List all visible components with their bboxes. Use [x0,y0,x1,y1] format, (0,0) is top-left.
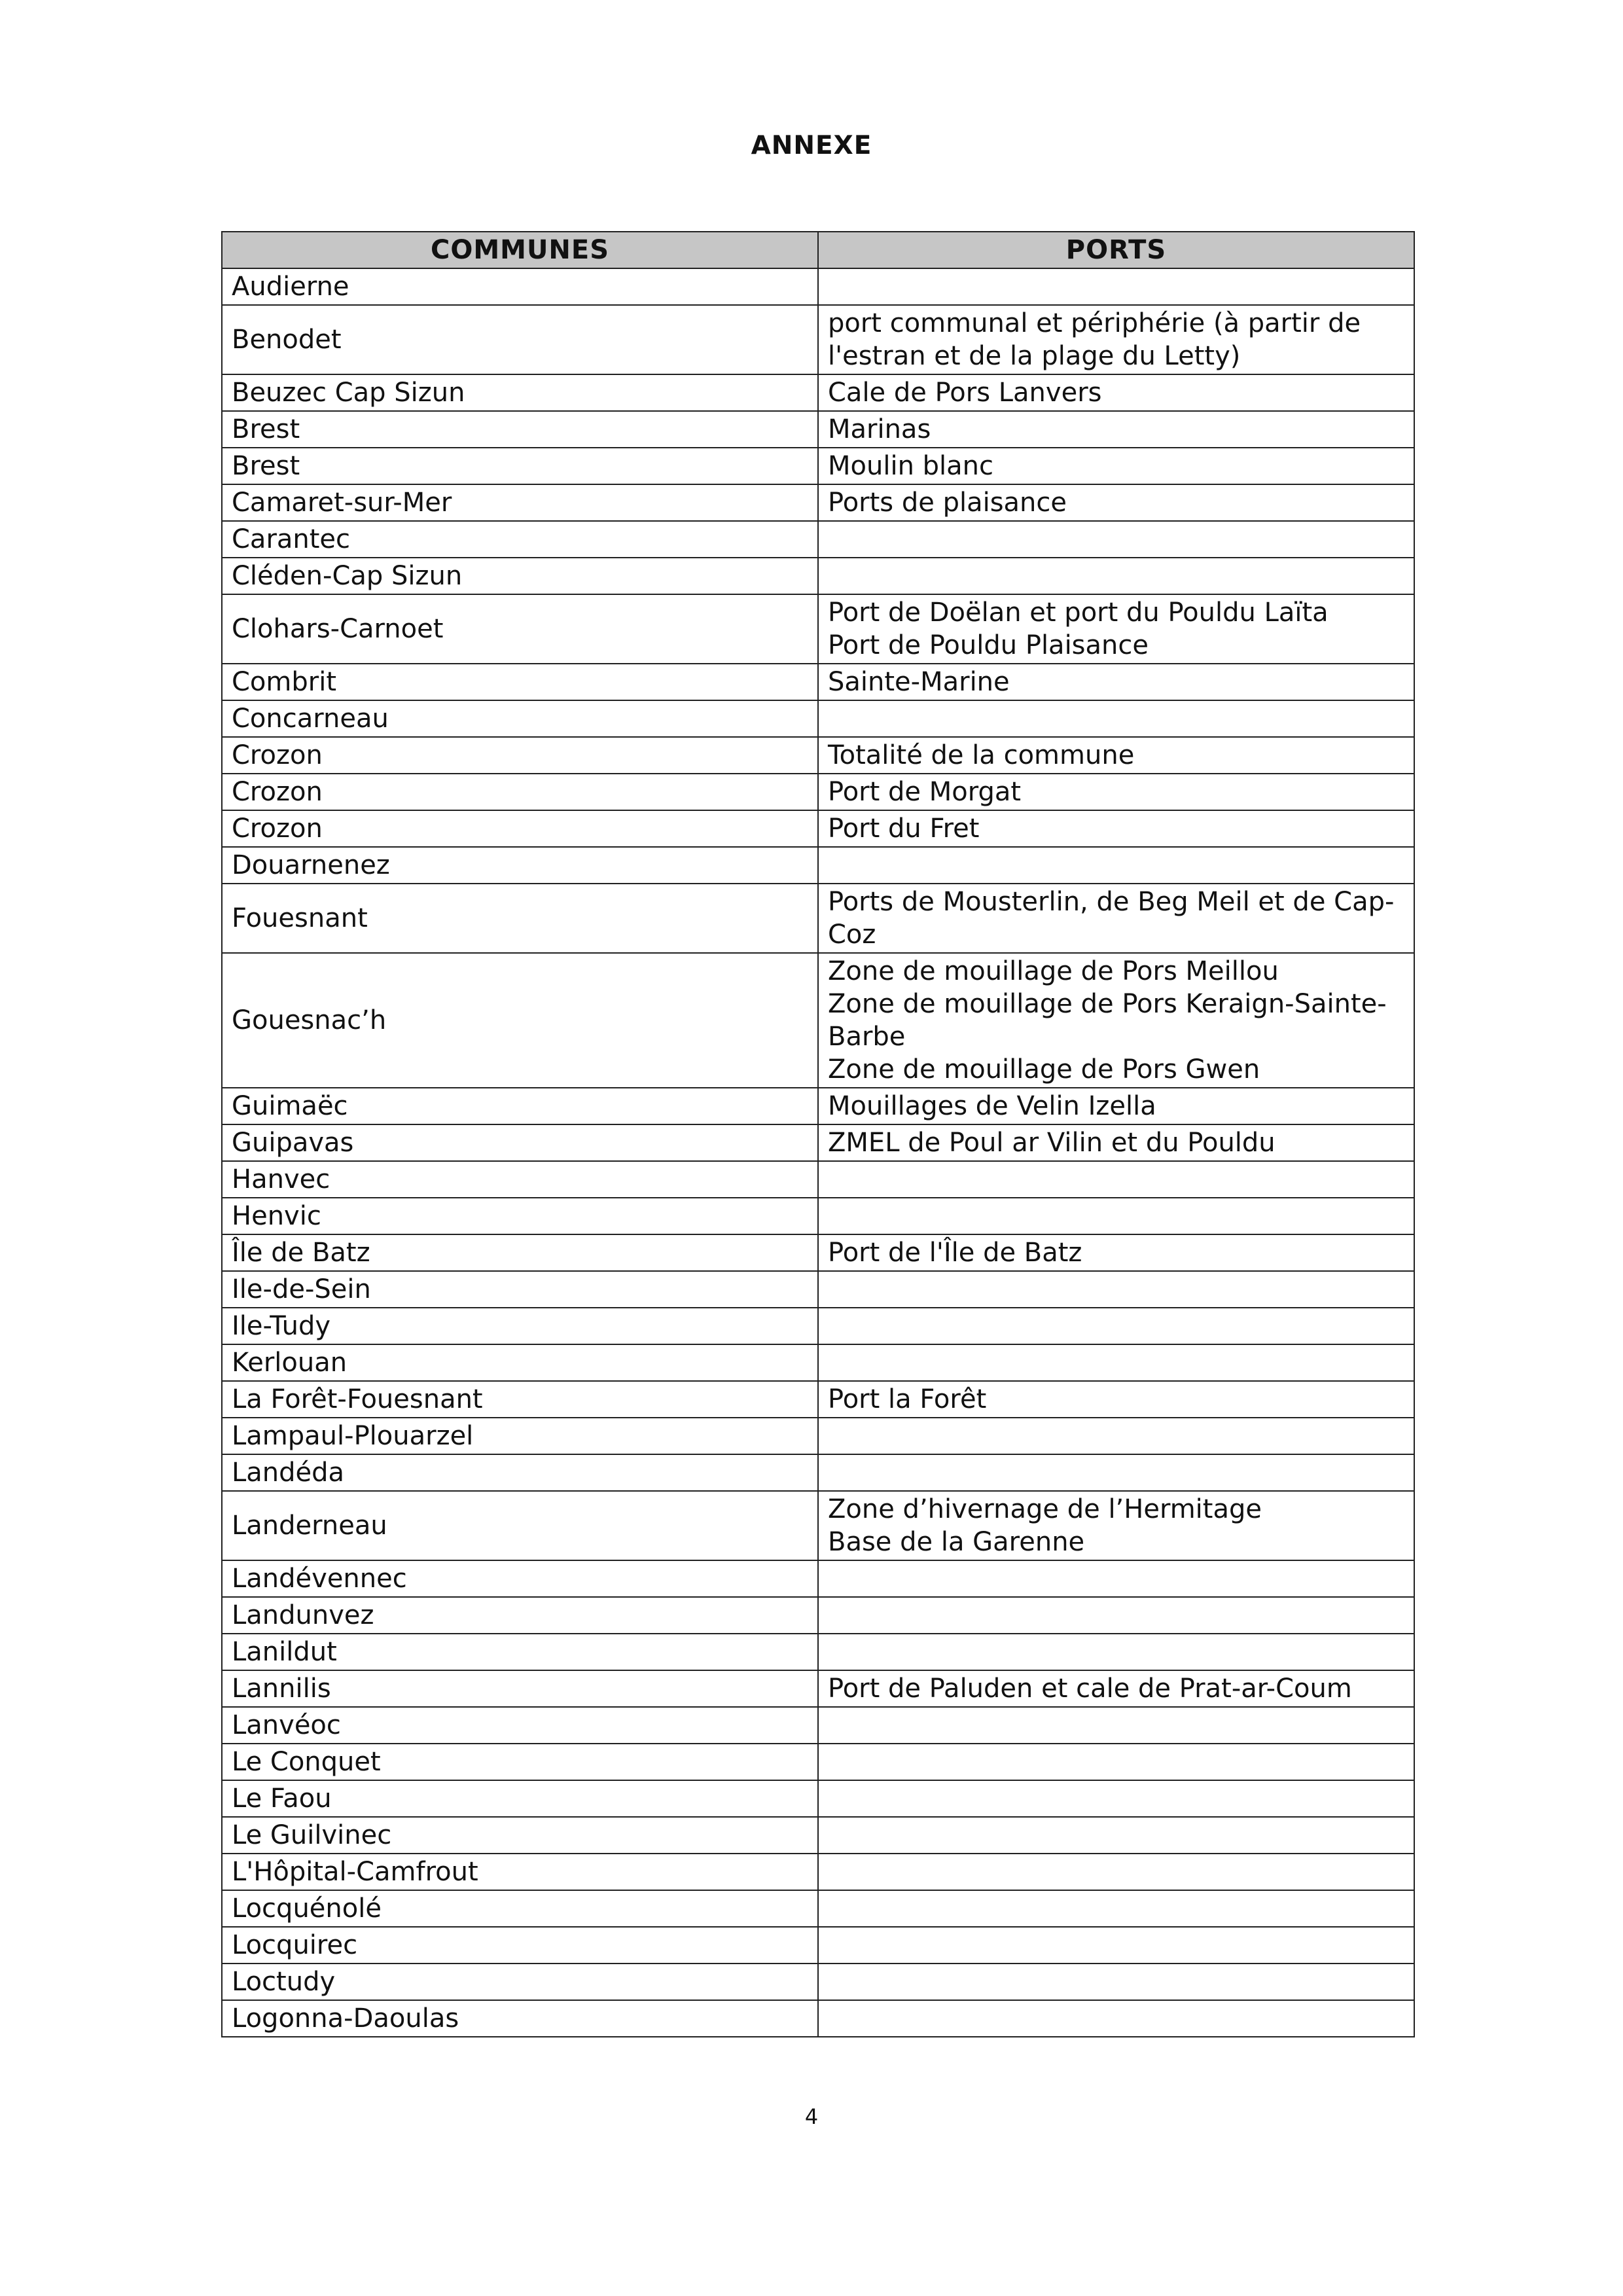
table-row [222,1088,1414,1124]
table-row [222,700,1414,737]
commune-cell: Lanvéoc [222,1707,818,1744]
port-line: Port de Paluden et cale de Prat-ar-Coum [828,1674,1352,1704]
ports-cell [818,1418,1414,1454]
table-row [222,1817,1414,1854]
column-header-communes: COMMUNES [222,232,818,268]
commune-cell: Douarnenez [222,847,818,884]
ports-cell [818,1161,1414,1198]
port-line: Ports de Mousterlin, de Beg Meil et de Cap- [828,887,1395,917]
commune-cell: Le Conquet [222,1744,818,1780]
port-line: Coz [828,920,876,950]
ports-cell [818,1234,1414,1271]
port-line: Marinas [828,414,931,444]
ports-cell [818,774,1414,810]
port-line: Cale de Pors Lanvers [828,378,1102,408]
ports-cell [818,1308,1414,1344]
commune-cell: Hanvec [222,1161,818,1198]
table-row [222,1491,1414,1560]
commune-cell: La Forêt-Fouesnant [222,1381,818,1418]
table-row [222,1234,1414,1271]
port-line: port communal et périphérie (à partir de [828,308,1361,338]
ports-cell [818,1381,1414,1418]
table-row [222,484,1414,521]
ports-cell [818,1964,1414,2000]
ports-cell [818,374,1414,411]
communes-ports-table [221,231,1415,2037]
ports-cell [818,700,1414,737]
port-line: Zone de mouillage de Pors Keraign-Sainte- [828,989,1387,1019]
ports-cell [818,594,1414,664]
port-line: Ports de plaisance [828,488,1067,518]
port-line: Zone de mouillage de Pors Gwen [828,1054,1260,1085]
table-row [222,1927,1414,1964]
ports-cell [818,1344,1414,1381]
ports-cell [818,810,1414,847]
table-row [222,1418,1414,1454]
ports-cell [818,1088,1414,1124]
port-line: Moulin blanc [828,451,993,481]
ports-cell [818,1890,1414,1927]
ports-cell [818,1707,1414,1744]
table-row [222,448,1414,484]
table-row [222,1890,1414,1927]
commune-cell: Concarneau [222,700,818,737]
ports-cell [818,558,1414,594]
ports-cell [818,1927,1414,1964]
table-row [222,521,1414,558]
commune-cell: Combrit [222,664,818,700]
commune-cell: Camaret-sur-Mer [222,484,818,521]
table-row [222,1161,1414,1198]
commune-cell: Brest [222,411,818,448]
commune-cell: Cléden-Cap Sizun [222,558,818,594]
commune-cell: Fouesnant [222,884,818,953]
port-line: Port de Doëlan et port du Pouldu Laïta [828,598,1329,628]
ports-cell [818,884,1414,953]
ports-cell [818,737,1414,774]
ports-cell [818,1670,1414,1707]
ports-cell [818,521,1414,558]
table-row [222,1344,1414,1381]
ports-cell [818,1780,1414,1817]
ports-cell [818,1817,1414,1854]
ports-cell [818,411,1414,448]
commune-cell: Landéda [222,1454,818,1491]
commune-cell: Île de Batz [222,1234,818,1271]
table-row [222,1271,1414,1308]
table-row [222,594,1414,664]
table-row [222,1381,1414,1418]
page-number: 4 [804,2104,819,2129]
ports-cell [818,1198,1414,1234]
port-line: Port de l'Île de Batz [828,1238,1082,1268]
commune-cell: Kerlouan [222,1344,818,1381]
table-row [222,1744,1414,1780]
commune-cell: Ile-Tudy [222,1308,818,1344]
ports-cell [818,1560,1414,1597]
commune-cell: Clohars-Carnoet [222,594,818,664]
commune-cell: Locquénolé [222,1890,818,1927]
port-line: Base de la Garenne [828,1527,1085,1557]
commune-cell: Beuzec Cap Sizun [222,374,818,411]
commune-cell: Gouesnac’h [222,953,818,1088]
commune-cell: Crozon [222,810,818,847]
port-line: Mouillages de Velin Izella [828,1091,1156,1121]
commune-cell: Landunvez [222,1597,818,1634]
table-row [222,884,1414,953]
table-row [222,268,1414,305]
table-row [222,1854,1414,1890]
port-line: Zone d’hivernage de l’Hermitage [828,1494,1262,1524]
commune-cell: Locquirec [222,1927,818,1964]
table-row [222,1124,1414,1161]
ports-cell [818,1744,1414,1780]
port-line: Totalité de la commune [828,740,1135,770]
commune-cell: Lampaul-Plouarzel [222,1418,818,1454]
table-body [222,268,1414,2037]
table-row [222,1780,1414,1817]
page-title: ANNEXE [751,131,872,160]
commune-cell: Le Faou [222,1780,818,1817]
commune-cell: Benodet [222,305,818,374]
table-row [222,1560,1414,1597]
commune-cell: Landévennec [222,1560,818,1597]
commune-cell: Lanildut [222,1634,818,1670]
port-line: ZMEL de Poul ar Vilin et du Pouldu [828,1128,1275,1158]
ports-cell [818,2000,1414,2037]
port-line: Port du Fret [828,814,980,844]
ports-cell [818,448,1414,484]
port-line: Barbe [828,1022,906,1052]
table-row [222,411,1414,448]
table-row [222,1707,1414,1744]
ports-cell [818,1454,1414,1491]
commune-cell: Audierne [222,268,818,305]
port-line: l'estran et de la plage du Letty) [828,341,1241,371]
commune-cell: Brest [222,448,818,484]
port-line: Port la Forêt [828,1384,987,1414]
ports-cell [818,268,1414,305]
port-line: Port de Morgat [828,777,1022,807]
port-line: Port de Pouldu Plaisance [828,630,1149,660]
table-row [222,374,1414,411]
table-header-row [222,232,1414,268]
commune-cell: Logonna-Daoulas [222,2000,818,2037]
table-row [222,810,1414,847]
table-row [222,664,1414,700]
port-line: Sainte-Marine [828,667,1010,697]
ports-cell [818,664,1414,700]
ports-cell [818,953,1414,1088]
column-header-ports: PORTS [818,232,1414,268]
commune-cell: Guimaëc [222,1088,818,1124]
commune-cell: Lannilis [222,1670,818,1707]
table-row [222,1308,1414,1344]
commune-cell: Ile-de-Sein [222,1271,818,1308]
ports-cell [818,1271,1414,1308]
commune-cell: Le Guilvinec [222,1817,818,1854]
ports-cell [818,484,1414,521]
commune-cell: Landerneau [222,1491,818,1560]
table-row [222,2000,1414,2037]
table-row [222,774,1414,810]
commune-cell: Crozon [222,774,818,810]
commune-cell: Carantec [222,521,818,558]
commune-cell: L'Hôpital-Camfrout [222,1854,818,1890]
commune-cell: Crozon [222,737,818,774]
ports-cell [818,1491,1414,1560]
ports-cell [818,1597,1414,1634]
ports-cell [818,1634,1414,1670]
table-row [222,558,1414,594]
table-row [222,847,1414,884]
port-line: Zone de mouillage de Pors Meillou [828,956,1279,986]
commune-cell: Henvic [222,1198,818,1234]
table-row [222,1634,1414,1670]
commune-cell: Guipavas [222,1124,818,1161]
table-row [222,1964,1414,2000]
table-row [222,1198,1414,1234]
commune-cell: Loctudy [222,1964,818,2000]
ports-cell [818,1124,1414,1161]
table-row [222,737,1414,774]
table-row [222,953,1414,1088]
table-row [222,1597,1414,1634]
ports-cell [818,847,1414,884]
table-row [222,305,1414,374]
table-row [222,1454,1414,1491]
ports-cell [818,305,1414,374]
ports-cell [818,1854,1414,1890]
table-row [222,1670,1414,1707]
